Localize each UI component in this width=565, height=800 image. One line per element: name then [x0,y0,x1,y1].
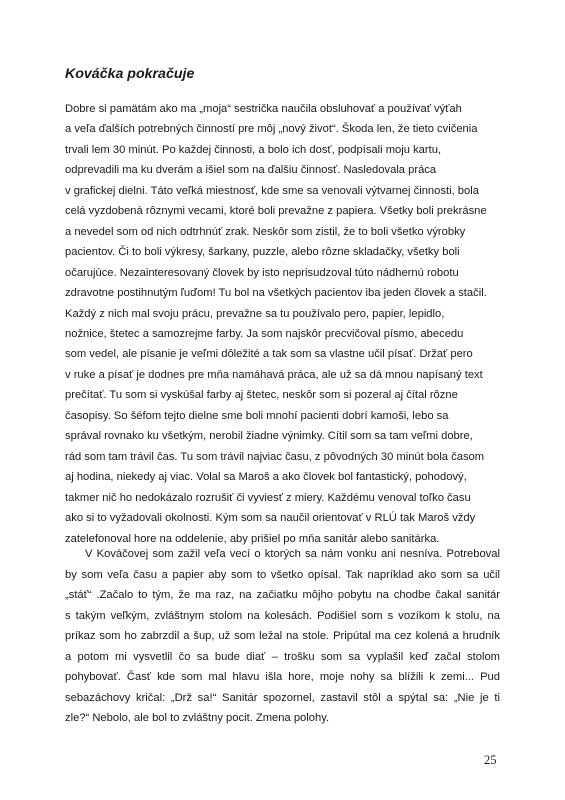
text-line: pacientov. Či to boli výkresy, šarkany, puzzle, alebo rôzne skladačky, všetky boli [65,246,460,259]
text-line: zatelefonoval hore na oddelenie, aby prišiel po mňa sanitár alebo sanitárka. [65,532,440,545]
text-line: zdravotne postihnutým ľuďom! Tu bol na všetkých pacientov iba jeden človek a stačil. [65,287,487,300]
text-line: aj hodina, niekedy aj viac. Volal sa Maroš a ako človek bol fantastický, pohodový, [65,471,467,484]
section-title: Kováčka pokračuje [65,66,195,82]
text-line: ako si to vyžadovali okolnosti. Kým som sa naučil orientovať v RLÚ tak Maroš vždy [65,512,476,525]
paragraph-1 [65,99,510,549]
text-line: „stáť“ .Začalo to tým, že ma raz, na začiatku môjho pobytu na chodbe čakal sanitár [65,589,500,601]
text-line: trvali lem 30 minút. Po každej činnosti, a bolo ich dosť, podpísali moju kartu, [65,143,442,156]
text-line: časopisy. So šéfom tejto dielne sme boli mnohí pacienti dobrí kamoši, lebo sa [65,409,449,422]
text-line: prečítať. Tu som si vyskúšal farby aj štetec, neskôr som si pozeral aj čítal rôzne [65,389,458,402]
text-line: v ruke a písať je dodnes pre mňa namáhavá práca, ale už sa dá mnou napísaný text [65,368,483,381]
text-line: celá vyzdobená rôznymi vecami, ktoré boli prevažne z papiera. Všetky boli prekrásne [65,205,487,218]
text-line: správal rovnako ku všetkým, nerobil žiadne výnimky. Cítil som sa tam veľmi dobre, [65,430,473,443]
text-line: a potom mi vysvetlil čo sa bude diať – trošku som sa vyplašil keď začal stolom [65,650,500,663]
page-number: 25 [484,753,497,767]
text-line: V Kováčovej som zažil veľa vecí o ktorých sa nám vonku ani nesnívа. Potreboval [85,548,500,560]
text-line: a veľa ďalších potrebných činností pre môj „nový život“. Škoda len, že tieto cvičenia [65,123,478,136]
text-line: som vedel, ale písanie je veľmi dôležité a tak som sa vlastne učil písať. Držať pero [65,348,473,361]
text-line: Dobre si pamätám ako ma „moja“ sestrička naučila obsluhovať a používať výťah [65,103,462,115]
text-line: nožnice, štetec a samozrejme farby. Ja som najskôr precvičoval písmo, abecedu [65,327,464,340]
text-line: takmer nič ho nedokázalo rozrušiť či vyviesť z miery. Každému venoval toľko času [65,491,471,504]
text-line: rád som tam trávil čas. Tu som trávil najviac času, z pôvodných 30 minút bola časom [65,450,485,463]
text-line: by som veľa času a papier aby som to všetko opísal. Tak napríklad ako som sa učil [65,568,500,581]
text-line: odprevadili ma ku dverám a išiel som na ďalšiu činnosť. Nasledovala práca [65,164,437,177]
text-line: sebazáchovy kričal: „Drž sa!“ Sanitár spozornel, zastavil stôl a spýtal sa: „Nie je ti [65,691,500,704]
text-line: pohybovať. Časť kde som mal hlavu išla hore, moje nohy sa blížili k zemi... Pud [65,671,500,683]
text-line: s takým veľkým, zvláštnym stolom na kolesách. Podišiel som s vozíkom k stolu, na [65,609,500,622]
text-line: a nevedel som od nich odtrhnúť zrak. Neskôr som zistil, že to boli všetko výrobky [65,225,466,238]
text-line: očarujúce. Nezainteresovaný človek by isto neprisudzoval túto nádhernú robotu [65,266,459,279]
text-line: v grafickej dielni. Táto veľká miestnosť, kde sme sa venovali výtvarnej činnosti, bola [65,184,479,197]
text-line: zle?“ Nebolo, ale bol to zvláštny pocit. Zmena polohy. [65,712,330,724]
text-line: príkaz som ho zabrzdil a šup, už som ležal na stole. Pripútal ma cez kolená a hrudník [65,630,500,642]
paragraph-2 [65,544,500,729]
text-line: Každý z nich mal svoju prácu, prevažne sa tu používalo pero, papier, lepidlo, [65,307,445,320]
